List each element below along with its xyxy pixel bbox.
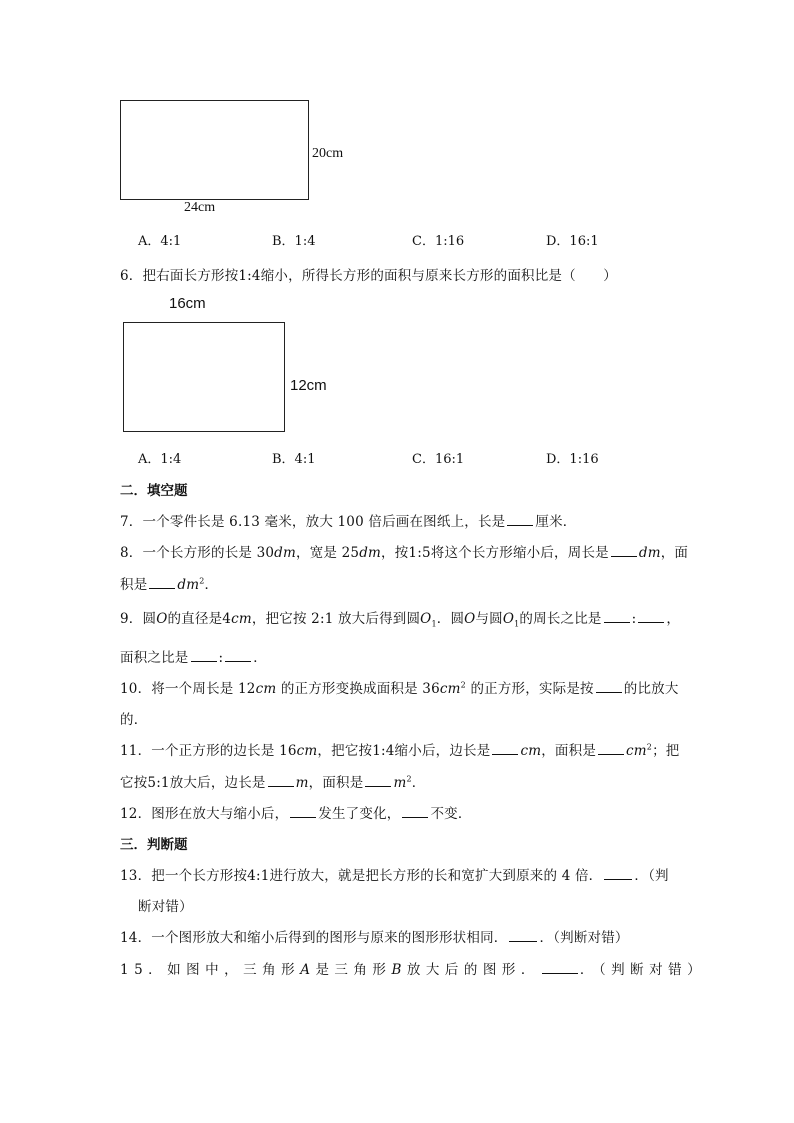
q5-option-d: D．16:1 xyxy=(546,234,599,249)
q11-line2: 它按5:1放大后，边长是 m，面积是 $m^2$． xyxy=(120,774,426,791)
q13-line2: 断对错） xyxy=(138,899,193,915)
section3-title: 三．判断题 xyxy=(120,837,188,853)
q5-option-b: B．1:4 xyxy=(272,234,316,249)
q6-text: 6．把右面长方形按1:4缩小，所得长方形的面积与原来长方形的面积比是（ ） xyxy=(120,268,617,284)
figure2-width-label: 16cm xyxy=(169,295,206,312)
q9-line1: 9．圆O的直径是4cm，把它按 2:1 放大后得到圆$O_1$．圆O与圆$O_1$的周长之比是 : ， xyxy=(120,611,681,629)
rectangle-figure-1 xyxy=(120,100,309,200)
q13-line1: 13．把一个长方形按4:1进行放大，就是把长方形的长和宽扩大到原来的 4 倍． ．（判 xyxy=(120,868,669,884)
q6-option-a: A．1:4 xyxy=(138,452,182,467)
rectangle-figure-2 xyxy=(123,322,285,432)
q14-line: 14．一个图形放大和缩小后得到的图形与原来的图形形状相同． ．（判断对错） xyxy=(120,930,629,946)
q15-line: 15．如图中，三角形A是三角形B放大后的图形． ．（判断对错） xyxy=(120,962,707,978)
q12-line: 12．图形在放大与缩小后， 发生了变化， 不变． xyxy=(120,806,472,822)
q10-line1: 10．将一个周长是 12cm 的正方形变换成面积是 $36cm^2$ 的正方形，实际是按 的比放大 xyxy=(120,680,679,697)
q11-line1: 11．一个正方形的边长是 16cm，把它按1:4缩小后，边长是 cm，面积是 $cm^2$；把 xyxy=(120,742,680,759)
q8-line2: 积是 $dm^2$． xyxy=(120,576,219,593)
figure1-height-label: 20cm xyxy=(312,146,344,161)
q6-option-d: D．1:16 xyxy=(546,452,599,467)
q9-line2: 面积之比是 : ． xyxy=(120,650,267,666)
q5-option-a: A．4:1 xyxy=(138,234,182,249)
q7-line: 7．一个零件长是 6.13 毫米，放大 100 倍后画在图纸上，长是 厘米． xyxy=(120,514,577,530)
figure2-height-label: 12cm xyxy=(290,377,327,394)
q6-option-b: B．4:1 xyxy=(272,452,316,467)
q8-line1: 8．一个长方形的长是 30dm，宽是 25dm，按1:5将这个长方形缩小后，周长是 dm，面 xyxy=(120,545,689,561)
q6-option-c: C．16:1 xyxy=(412,452,465,467)
q10-line2: 的． xyxy=(120,712,148,728)
section2-title: 二．填空题 xyxy=(120,483,188,499)
q5-option-c: C．1:16 xyxy=(412,234,465,249)
figure1-width-label: 24cm xyxy=(184,200,216,215)
